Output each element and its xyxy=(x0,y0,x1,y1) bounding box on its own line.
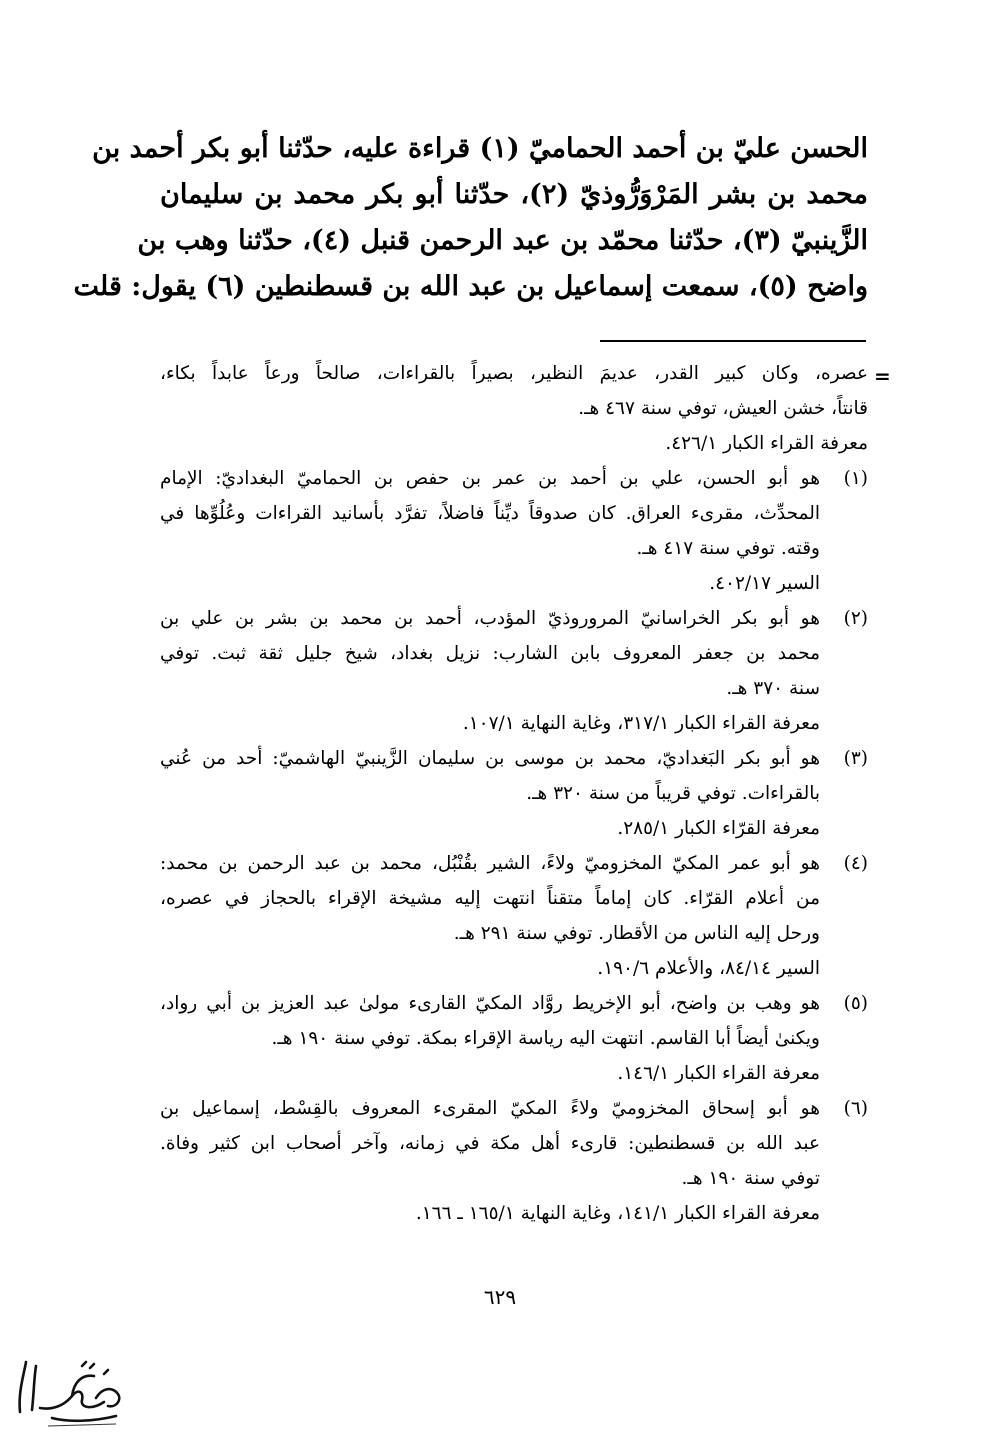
main-text-line: الحسن عليّ بن أحمد الحماميّ (١) قراءة عليه، حدّثنا أبو بكر أحمد بن xyxy=(92,133,868,164)
footnote-3-line: معرفة القرّاء الكبار ٢٨٥/١. xyxy=(617,818,820,839)
footnote-3-line: (٣) هو أبو بكر البَغداديّ، محمد بن موسى بن سليمان الزَّينبيّ الهاشميّ: أحد من عُني xyxy=(160,741,868,776)
footnote-line: قانتاً، خشن العيش، توفي سنة ٤٦٧ هـ. xyxy=(578,398,868,419)
main-text-line: واضح (٥)، سمعت إسماعيل بن عبد الله بن قسطنطين (٦) يقول: قلت xyxy=(73,271,868,302)
footnote-6-line: عبد الله بن قسطنطين: قارىء أهل مكة في زمانه، وآخر أصحاب ابن كثير وفاة. xyxy=(160,1133,820,1154)
footnote-5-line: ويكنىٰ أيضاً أبا القاسم. انتهت اليه رياسة الإقراء بمكة. توفي سنة ١٩٠ هـ. xyxy=(271,1028,820,1049)
footnote-2-line: معرفة القراء الكبار ٣١٧/١، وغاية النهاية ١٠٧/١. xyxy=(462,713,820,734)
footnote-number: (١) xyxy=(843,468,868,489)
footnote-1-line: المحدِّث، مقرىء العراق. كان صدوقاً ديِّناً فاضلاً، تفرَّد بأسانيد القراءات وعُلُوِّها في xyxy=(160,503,820,524)
main-text xyxy=(73,126,869,310)
footnote-1-line: (١) هو أبو الحسن، علي بن أحمد بن عمر بن حفص بن الحماميّ البغداديّ: الإمام xyxy=(160,461,868,496)
footnote-4-line: من أعلام القرّاء. كان إماماً متقناً انتهت إليه مشيخة الإقراء بالحجاز في عصره، xyxy=(160,888,820,909)
calligraphy-logo xyxy=(12,1352,130,1430)
footnote-number: (٢) xyxy=(843,608,868,629)
footnote-4-line: (٤) هو أبو عمر المكيّ المخزوميّ ولاءً، الشير بقُنْبُل، محمد بن عبد الرحمن بن محمد: xyxy=(160,846,868,881)
main-text-line: محمد بن بشر المَرْوَرُّوذيّ (٢)، حدّثنا أبو بكر محمد بن سليمان xyxy=(160,179,869,210)
footnote-line: عصره، وكان كبير القدر، عديمَ النظير، بصيراً بالقراءات، صالحاً ورعاً عابداً بكاء، xyxy=(160,363,868,384)
footnote-3-line: بالقراءات. توفي قريباً من سنة ٣٢٠ هـ. xyxy=(526,783,820,804)
footnotes xyxy=(160,356,868,1231)
main-text-line: الزَّينبيّ (٣)، حدّثنا محمّد بن عبد الرحمن قنبل (٤)، حدّثنا وهب بن xyxy=(137,225,868,256)
footnote-number: (٦) xyxy=(843,1098,868,1119)
footnote-6-line: (٦) هو أبو إسحاق المخزوميّ ولاءً المكيّ المقرىء المعروف بالقِسْط، إسماعيل بن xyxy=(160,1091,868,1126)
page-number: ٦٢٩ xyxy=(483,1285,517,1309)
footnote-line: معرفة القراء الكبار ٤٢٦/١. xyxy=(665,433,868,454)
footnote-5-line: معرفة القراء الكبار ١٤٦/١. xyxy=(617,1063,820,1084)
footnote-1-line: السير ٤٠٢/١٧. xyxy=(709,573,820,594)
footnote-2-line: محمد بن جعفر المعروف بابن الشارب: نزيل بغداد، شيخ جليل ثقة ثبت. توفي xyxy=(160,643,820,664)
footnote-number: (٤) xyxy=(843,853,868,874)
footnote-4-line: السير ٨٤/١٤، والأعلام ١٩٠/٦. xyxy=(597,958,820,979)
footnote-number: (٣) xyxy=(843,748,868,769)
footnote-5-line: (٥) هو وهب بن واضح، أبو الإخريط روَّاد المكيّ القارىء مولىٰ عبد العزيز بن أبي رواد، xyxy=(160,986,868,1021)
footnote-1-line: وقته. توفي سنة ٤١٧ هـ. xyxy=(636,538,820,559)
footnote-2-line: سنة ٣٧٠ هـ. xyxy=(726,678,820,699)
continuation-mark: = xyxy=(874,364,891,388)
footnote-6-line: توفي سنة ١٩٠ هـ. xyxy=(681,1168,820,1189)
footnote-4-line: ورحل إليه الناس من الأقطار. توفي سنة ٢٩١ هـ. xyxy=(453,923,820,944)
footnote-6-line: معرفة القراء الكبار ١٤١/١، وغاية النهاية ١٦٥/١ ـ ١٦٦. xyxy=(415,1203,820,1224)
footnote-number: (٥) xyxy=(843,993,868,1014)
footnote-divider xyxy=(600,340,866,342)
footnote-2-line: (٢) هو أبو بكر الخراسانيّ المروروذيّ المؤدب، أحمد بن محمد بن بشر بن علي بن xyxy=(160,601,868,636)
